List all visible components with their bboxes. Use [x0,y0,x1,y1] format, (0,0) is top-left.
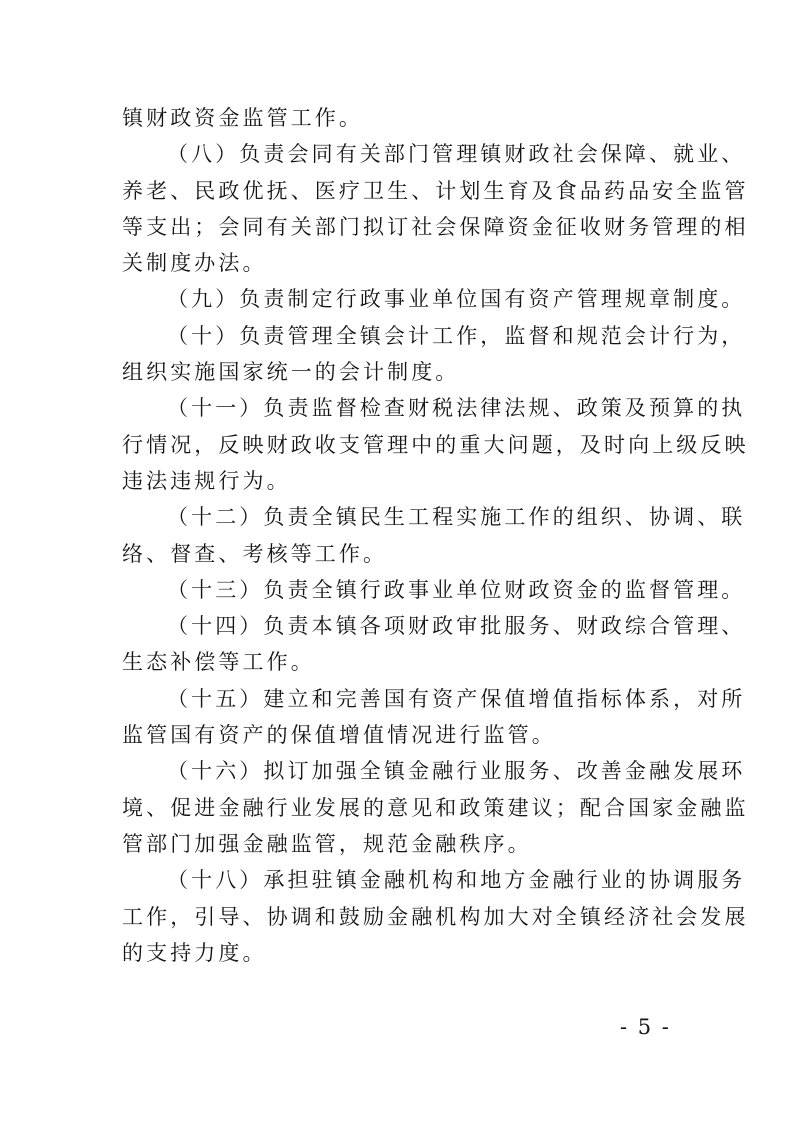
document-line: 监管国有资产的保值增值情况进行监管。 [122,723,556,748]
document-line: （十一）负责监督检查财税法律法规、政策及预算的执 [167,396,746,421]
document-line: （十三）负责全镇行政事业单位财政资金的监督管理。 [167,577,746,602]
document-line: 等支出；会同有关部门拟订社会保障资金征收财务管理的相 [122,214,749,239]
document-line: （十）负责管理全镇会计工作，监督和规范会计行为， [167,323,746,348]
document-line: 的支持力度。 [122,940,267,965]
document-line: 组织实施国家统一的会计制度。 [122,360,460,385]
document-line: 境、促进金融行业发展的意见和政策建议；配合国家金融监 [122,795,749,820]
document-line: （十六）拟订加强全镇金融行业服务、改善金融发展环 [167,759,746,784]
page-number: - 5 - [620,1015,671,1039]
document-line: （十四）负责本镇各项财政审批服务、财政综合管理、 [167,614,746,639]
document-line: （十二）负责全镇民生工程实施工作的组织、协调、联 [167,505,746,530]
document-line: 管部门加强金融监管，规范金融秩序。 [122,831,532,856]
document-line: （九）负责制定行政事业单位国有资产管理规章制度。 [167,287,746,312]
document-line: 违法违规行为。 [122,468,291,493]
document-line: 行情况，反映财政收支管理中的重大问题，及时向上级反映 [122,432,749,457]
document-body [122,100,749,971]
document-line: （八）负责会同有关部门管理镇财政社会保障、就业、 [167,142,746,167]
document-line: 养老、民政优抚、医疗卫生、计划生育及食品药品安全监管 [122,178,749,203]
document-line: 络、督查、考核等工作。 [122,541,388,566]
document-line: 工作，引导、协调和鼓励金融机构加大对全镇经济社会发展 [122,904,749,929]
document-line: （十五）建立和完善国有资产保值增值指标体系，对所 [167,686,746,711]
document-line: 关制度办法。 [122,251,267,276]
document-line: （十八）承担驻镇金融机构和地方金融行业的协调服务 [167,868,746,893]
document-line: 镇财政资金监管工作。 [122,106,363,130]
document-line: 生态补偿等工作。 [122,650,315,675]
